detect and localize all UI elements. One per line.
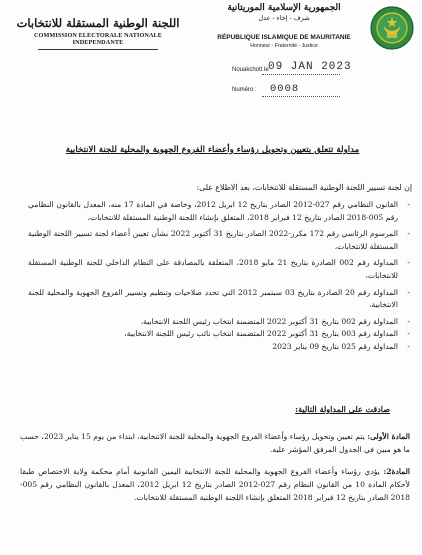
list-item: - المداولة رقم 003 بتاريخ 31 أكتوبر 2022 المتضمنة انتخاب نائب رئيس اللجنة الانتخابية،: [28, 328, 410, 341]
commission-header: [8, 16, 188, 50]
republic-name-fr: RÉPUBLIQUE ISLAMIQUE DE MAURITANIE: [217, 34, 351, 41]
motto-ar: شرف - إخاء - عدل: [258, 14, 310, 22]
numero-stamp: 0008: [270, 83, 300, 95]
list-item: - المداولة رقم 20 الصادرة بتاريخ 03 سبتمبر 2012 التي تحدد صلاحيات وتنظيم وتسيير الفروع الجهوية والمحلية للجنة الانتخابية،: [28, 287, 410, 312]
list-item: - القانون النظامي رقم 027-2012 الصادر بتاريخ 12 ابريل 2012، وخاصة في المادة 17 منه، المعدل بالقانون النظامي رقم 005-2018 الصادر بتاريخ 12 فبراير 2018، المتعلق بإنشاء اللجنة الوطنية المستقلة للانتخابات،: [28, 199, 410, 224]
date-underline: [262, 74, 340, 75]
numero-label: Numéro :: [232, 87, 257, 93]
article-1-label: المادة الأولى:: [367, 432, 411, 441]
list-item: - المرسوم الرئاسي رقم 172 مكرر-2022 الصادر بتاريخ 31 أكتوبر 2022 بشأن تعيين أعضاء لجنة تسيير اللجنة الوطنية المستقلة للانتخابات،: [28, 228, 410, 253]
header-rule: [38, 49, 158, 50]
article-1-text: يتم تعيين وتحويل رؤساء وأعضاء الفروع الجهوية والمحلية للجنة الانتخابية، ابتداء من يوم 15 يناير 2023، حسب ما هو مبين في الجدول المرفق المؤشر عليه.: [20, 432, 410, 454]
article-2-text: يؤدي رؤساء وأعضاء الفروع الجهوية والمحلية للجنة الانتخابية اليمين القانونية أمام محكمة ولاية الاختصاص طبقا لأحكام المادة 10 من القانون النظام رقم 027-2012 الصادر بتاريخ 12 ابريل 2012، المعدل بالقانون النظامي رقم 005-2018 الصادر بتاريخ 12 فبراير 2018 المتعلق بإنشاء اللجنة الوطنية المستقلة للانتخابات.: [20, 467, 411, 502]
intro-text: إن لجنة تسيير اللجنة الوطنية المستقلة للانتخابات، بعد الاطلاع على:: [196, 183, 412, 192]
national-seal-icon: [370, 6, 414, 50]
list-item: - المداولة رقم 025 بتاريخ 09 يناير 2023: [28, 341, 410, 354]
list-item: - المداولة رقم 002 بتاريخ 31 أكتوبر 2022 المتضمنة انتخاب رئيس اللجنة الانتخابية،: [28, 316, 410, 329]
numero-underline: [262, 96, 340, 97]
considerations-list: [28, 199, 410, 354]
date-stamp: 09 JAN 2023: [268, 61, 352, 73]
article-2-label: المادة2:: [383, 467, 410, 476]
commission-name-fr: COMMISSION ELECTORALE NATIONALE INDEPENDANTE: [33, 32, 163, 46]
list-item: - المداولة رقم 002 الصادرة بتاريخ 21 مايو 2018، المتعلقة بالمصادقة على النظام الداخلي للجنة الوطنية المستقلة للانتخابات،: [28, 257, 410, 282]
document-title: مداولة تتعلق بتعيين وتحويل رؤساء وأعضاء الفروع الجهوية والمحلية للجنة الانتخابية: [65, 145, 360, 155]
republic-name-ar: الجمهورية الإسلامية الموريتانية: [227, 3, 341, 13]
commission-name-ar: اللجنة الوطنية المستقلة للانتخابات: [16, 16, 180, 30]
section-title: صادقت على المداولة التالية:: [295, 404, 390, 414]
article-1: [20, 430, 410, 456]
place-date-label: Nouakchott le: [232, 67, 269, 73]
article-2: [20, 465, 410, 504]
republic-header: [204, 3, 364, 49]
motto-fr: Honneur - Fraternité - Justice: [250, 43, 318, 49]
